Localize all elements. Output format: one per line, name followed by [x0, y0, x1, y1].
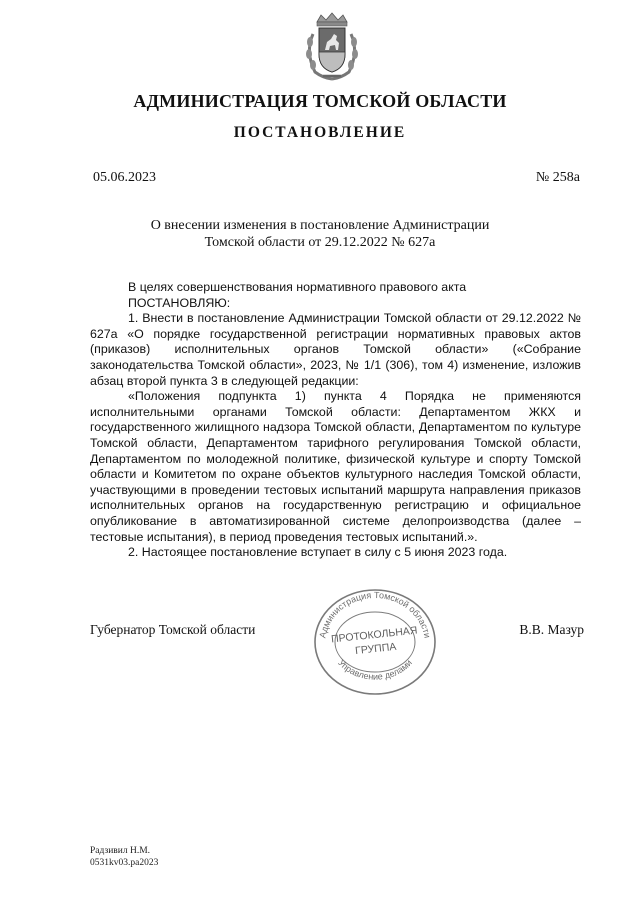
coat-of-arms-icon	[303, 12, 361, 82]
document-number: № 258а	[535, 170, 580, 185]
signer-name: В.В. Мазур	[519, 622, 584, 637]
document-date: 05.06.2023	[93, 170, 156, 185]
subject-line: О внесении изменения в постановление Администрации	[150, 218, 490, 233]
stamp-ring-text: Администрация Томской области	[317, 589, 433, 639]
document-subject	[100, 217, 540, 251]
paragraph-item-1: 1. Внести в постановление Администрации Томской области от 29.12.2022 № 627а «О порядке государственной регистрации нормативных правовых актов (приказов) исполнительных органов Томской области» («Собрание законодательства Томской области», 2023, № 1/1 (306), том 4) изменение, изложив абзац второй пункта 3 в следующей редакции:	[90, 311, 581, 388]
organization-title: АДМИНИСТРАЦИЯ ТОМСКОЙ ОБЛАСТИ	[133, 91, 507, 111]
document-type: ПОСТАНОВЛЕНИЕ	[233, 124, 407, 141]
footer-info	[90, 845, 158, 869]
footer-file-code: 0531kv03.ра2023	[90, 858, 159, 868]
resolution-word: ПОСТАНОВЛЯЮ:	[128, 295, 231, 310]
signer-title: Губернатор Томской области	[90, 622, 256, 637]
stamp-center-line: ПРОТОКОЛЬНАЯ	[330, 624, 418, 646]
document-body	[90, 280, 581, 561]
svg-text:Управление делами	[336, 658, 414, 682]
preamble: В целях совершенствования нормативного правового акта	[128, 280, 467, 294]
paragraph-quote: «Положения подпункта 1) пункта 4 Порядка не применяются исполнительными органами Томской области: Департаментом ЖКХ и государственного жилищного надзора Томской области, Департаментом по культуре Томской области, Департаментом тарифного регулирования Томской области, Департаментом по молодежной политике, физической культуре и спорту Томской области и Комитетом по охране объектов культурного наследия Томской области, участвующими в проведении тестовых испытаний маршрута направления приказов исполнительных органов на государственную регистрацию и официальное опубликование в автоматизированной системе делопроизводства (далее – тестовые испытания), в период проведения тестовых испытаний.».	[90, 389, 581, 544]
stamp-center-line: ГРУППА	[354, 640, 397, 658]
stamp-bottom-text: Управление делами	[336, 657, 414, 682]
subject-line: Томской области от 29.12.2022 № 627а	[204, 235, 436, 250]
official-stamp	[311, 586, 439, 696]
paragraph-item-2: 2. Настоящее постановление вступает в силу с 5 июня 2023 года.	[128, 545, 508, 560]
footer-author: Радзивил Н.М.	[90, 846, 151, 856]
